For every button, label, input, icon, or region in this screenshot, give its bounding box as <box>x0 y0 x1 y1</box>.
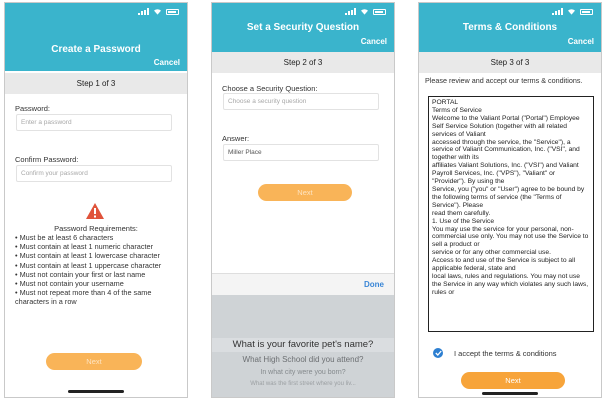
requirements-title: Password Requirements: <box>54 224 138 233</box>
checkmark-icon <box>435 350 442 356</box>
requirement-item: • Must contain at least 1 lowercase character <box>15 251 160 261</box>
requirements-list <box>15 233 181 307</box>
security-question-screen <box>211 2 395 398</box>
picker-option[interactable]: What High School did you attend? <box>242 355 364 364</box>
accept-terms-row[interactable] <box>433 348 557 358</box>
answer-label: Answer: <box>222 134 250 143</box>
security-question-select[interactable] <box>223 93 379 110</box>
terms-line: read them carefully. <box>432 209 491 217</box>
cancel-button[interactable]: Cancel <box>153 58 180 67</box>
question-picker[interactable] <box>212 295 394 398</box>
signal-icon <box>552 8 563 15</box>
terms-line: Welcome to the Valiant Portal ("Portal") Employee Self Service Solution (together with all related services of Valiant <box>432 114 580 138</box>
step-indicator: Step 2 of 3 <box>212 52 394 73</box>
cancel-button[interactable]: Cancel <box>567 37 594 46</box>
warning-icon <box>85 202 105 220</box>
next-button[interactable]: Next <box>258 184 352 201</box>
picker-toolbar <box>212 273 394 295</box>
terms-line: Terms of Service <box>432 106 482 114</box>
page-title: Terms & Conditions <box>462 22 558 33</box>
status-bar <box>138 8 179 15</box>
battery-icon <box>580 9 593 15</box>
terms-line: local laws, rules and regulations. You may not use the Service in any way which violates any such laws, rules or <box>432 272 589 296</box>
status-bar <box>552 8 593 15</box>
page-title: Create a Password <box>51 44 141 55</box>
page-title: Set a Security Question <box>246 22 360 33</box>
requirement-item: • Must not contain your username <box>15 279 124 289</box>
confirm-password-input[interactable] <box>16 165 172 182</box>
terms-line: service or for any other commercial use. <box>432 249 551 257</box>
answer-input[interactable] <box>223 144 379 161</box>
terms-line: affiliates Valiant Solutions, Inc. ("VSI") and Valiant Payroll Services, Inc. ("VPS"), "Valiant" or "Provider"). By using the <box>432 162 579 186</box>
battery-icon <box>166 9 179 15</box>
terms-conditions-screen <box>418 2 602 398</box>
step-indicator: Step 3 of 3 <box>419 52 601 73</box>
step-indicator: Step 1 of 3 <box>5 73 187 94</box>
picker-option[interactable]: What was the first street where you liv... <box>250 381 356 387</box>
create-password-screen <box>4 2 188 398</box>
accept-terms-label: I accept the terms & conditions <box>454 348 557 358</box>
requirement-item: • Must contain at least 1 uppercase character <box>15 260 162 270</box>
password-input[interactable] <box>16 114 172 131</box>
home-indicator <box>68 390 124 393</box>
security-question-label: Choose a Security Question: <box>222 84 318 93</box>
terms-text-box[interactable] <box>428 96 594 332</box>
wifi-icon <box>360 8 369 15</box>
done-button[interactable]: Done <box>364 280 384 289</box>
password-label: Password: <box>15 104 51 113</box>
requirement-item: • Must not contain your first or last name <box>15 269 146 279</box>
battery-icon <box>373 9 386 15</box>
requirement-item: • Must contain at least 1 numeric character <box>15 242 154 252</box>
terms-line: Access to and use of the Service is subject to all applicable federal, state and <box>432 257 576 273</box>
terms-intro: Please review and accept our terms & conditions. <box>425 76 583 85</box>
next-button[interactable]: Next <box>461 372 565 389</box>
picker-option[interactable]: In what city were you born? <box>260 369 346 376</box>
home-indicator <box>482 392 538 395</box>
signal-icon <box>345 8 356 15</box>
wifi-icon <box>153 8 162 15</box>
requirement-item: • Must be at least 6 characters <box>15 233 114 242</box>
picker-option-selected[interactable]: What is your favorite pet's name? <box>212 338 394 352</box>
terms-line: PORTAL <box>432 99 459 106</box>
terms-line: accessed through the service, the "Service"), a service of Valiant Communication, Inc. ("VSI", and together with its <box>432 138 580 162</box>
header <box>5 3 187 71</box>
wifi-icon <box>567 8 576 15</box>
requirement-item: • Must not repeat more than 4 of the same characters in a row <box>15 288 152 307</box>
signal-icon <box>138 8 149 15</box>
accept-checkbox[interactable] <box>433 348 443 358</box>
status-bar <box>345 8 386 15</box>
terms-line: 1. Use of the Service <box>432 217 495 225</box>
next-button[interactable]: Next <box>46 353 142 370</box>
terms-line: You may use the service for your personal, non-commercial use only. You may not use the Service to sell a product or <box>432 225 589 249</box>
confirm-password-label: Confirm Password: <box>15 155 79 164</box>
terms-line: Service, you ("you" or "User") agree to be bound by the following terms of service (the "Terms of Service"). Please <box>432 185 585 209</box>
cancel-button[interactable]: Cancel <box>360 37 387 46</box>
